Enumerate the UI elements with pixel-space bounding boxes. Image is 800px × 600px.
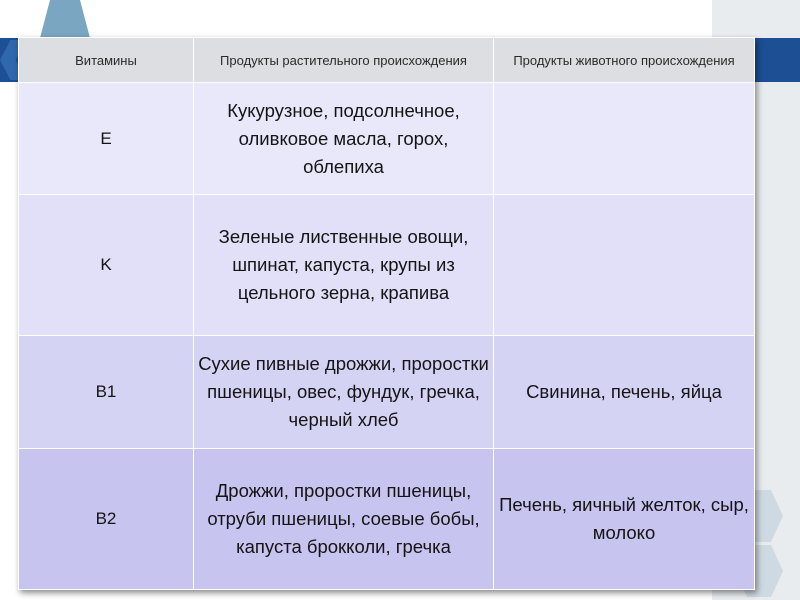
animal-products-cell: Свинина, печень, яйца bbox=[494, 336, 755, 449]
header-plant-products: Продукты растительного происхождения bbox=[194, 38, 494, 83]
plant-products-cell: Кукурузное, подсолнечное, оливковое масла, горох, облепиха bbox=[194, 83, 494, 195]
table-row bbox=[19, 83, 755, 195]
animal-products-cell bbox=[494, 195, 755, 336]
table-row bbox=[19, 336, 755, 449]
plant-products-cell: Сухие пивные дрожжи, проростки пшеницы, овес, фундук, гречка, черный хлеб bbox=[194, 336, 494, 449]
plant-products-cell: Зеленые лиственные овощи, шпинат, капуста, крупы из цельного зерна, крапива bbox=[194, 195, 494, 336]
vitamins-table bbox=[18, 37, 755, 590]
header-animal-products: Продукты животного происхождения bbox=[494, 38, 755, 83]
vitamin-cell: K bbox=[19, 195, 194, 336]
vitamin-cell: E bbox=[19, 83, 194, 195]
vitamin-cell: B1 bbox=[19, 336, 194, 449]
vitamin-cell: B2 bbox=[19, 449, 194, 590]
table-row bbox=[19, 449, 755, 590]
animal-products-cell bbox=[494, 83, 755, 195]
tab-decoration bbox=[40, 0, 90, 38]
table-row bbox=[19, 195, 755, 336]
plant-products-cell: Дрожжи, проростки пшеницы, отруби пшеницы, соевые бобы, капуста брокколи, гречка bbox=[194, 449, 494, 590]
animal-products-cell: Печень, яичный желток, сыр, молоко bbox=[494, 449, 755, 590]
header-vitamins: Витамины bbox=[19, 38, 194, 83]
table-header-row bbox=[19, 38, 755, 83]
